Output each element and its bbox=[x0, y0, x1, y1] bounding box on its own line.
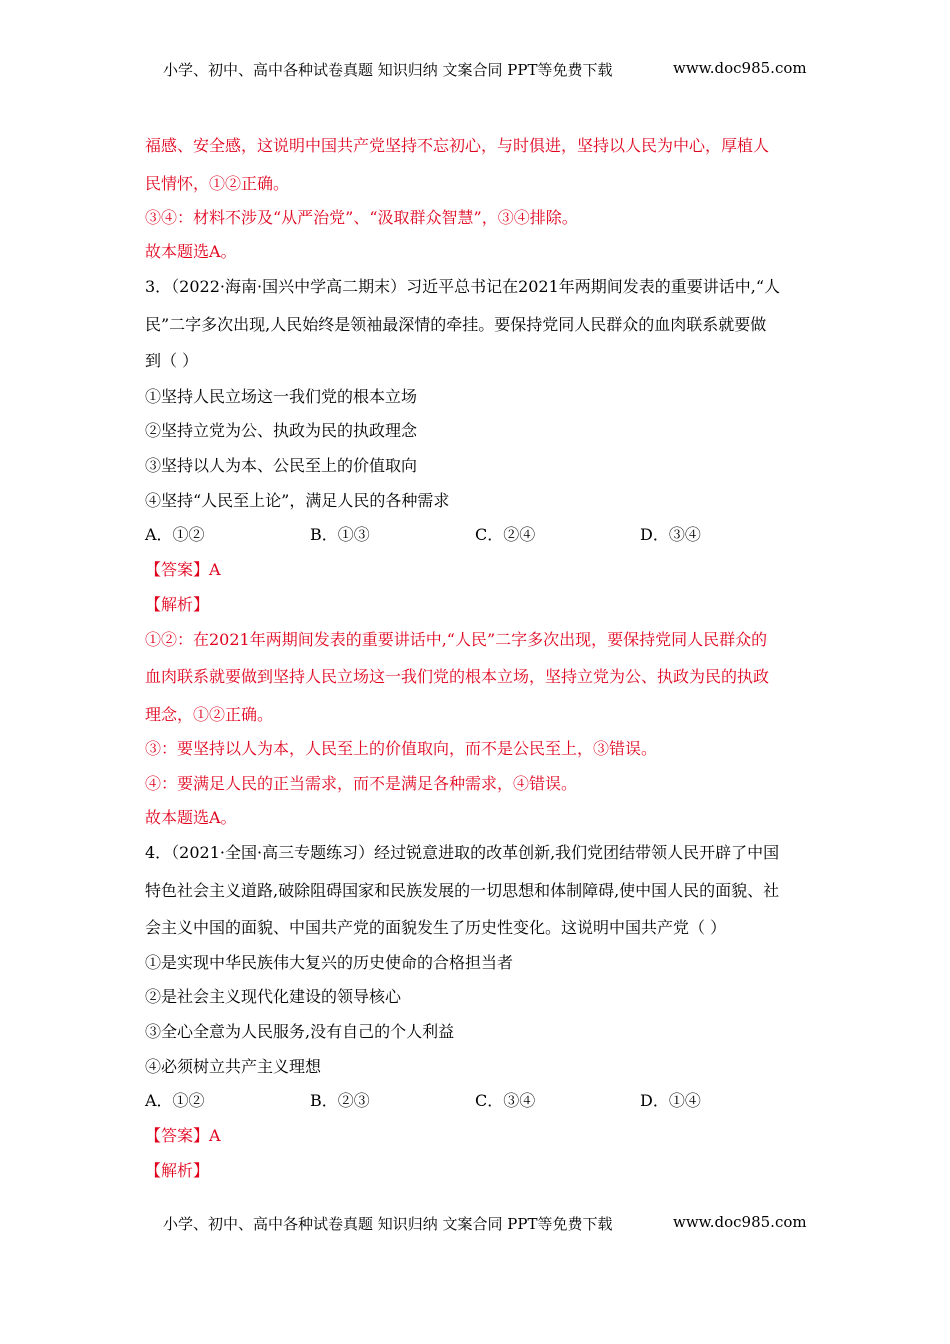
q3-stem-line: 3．（2022·海南·国兴中学高二期末）习近平总书记在2021年两期间发表的重要讲话中,“人 bbox=[145, 277, 781, 296]
prev-analysis-line: 福感、安全感，这说明中国共产党坚持不忘初心，与时俱进，坚持以人民为中心，厚植人 bbox=[145, 136, 770, 155]
q3-option-d: D．③④ bbox=[640, 525, 701, 544]
q3-analysis-line: 血肉联系就要做到坚持人民立场这一我们党的根本立场，坚持立党为公、执政为民的执政 bbox=[145, 667, 770, 686]
q3-stem-line: 民”二字多次出现,人民始终是领袖最深情的牵挂。要保持党同人民群众的血肉联系就要做 bbox=[145, 315, 767, 334]
q3-analysis-label: 【解析】 bbox=[145, 595, 210, 614]
q3-analysis-line: ①②：在2021年两期间发表的重要讲话中,“人民”二字多次出现，要保持党同人民群众的 bbox=[145, 630, 768, 649]
q4-stem-line: 4．（2021·全国·高三专题练习）经过锐意进取的改革创新,我们党团结带领人民开辟了中国 bbox=[145, 843, 780, 862]
q3-analysis-line: ③：要坚持以人为本，人民至上的价值取向，而不是公民至上，③错误。 bbox=[145, 739, 658, 758]
q4-item: ②是社会主义现代化建设的领导核心 bbox=[145, 987, 402, 1006]
answer-value: A bbox=[209, 1126, 221, 1145]
q3-item: ③坚持以人为本、公民至上的价值取向 bbox=[145, 456, 418, 475]
header-text: 小学、初中、高中各种试卷真题 知识归纳 文案合同 PPT等免费下载 bbox=[163, 61, 613, 79]
q3-option-b: B．①③ bbox=[310, 525, 370, 544]
q3-stem-line: 到（ ） bbox=[145, 351, 199, 370]
q4-item: ③全心全意为人民服务,没有自己的个人利益 bbox=[145, 1022, 455, 1041]
prev-analysis-line: 民情怀，①②正确。 bbox=[145, 174, 290, 193]
q3-option-a: A．①② bbox=[145, 525, 205, 544]
footer-text: 小学、初中、高中各种试卷真题 知识归纳 文案合同 PPT等免费下载 bbox=[163, 1215, 613, 1233]
q4-option-c: C．③④ bbox=[475, 1091, 536, 1110]
q4-stem-line: 特色社会主义道路,破除阻碍国家和民族发展的一切思想和体制障碍,使中国人民的面貌、社 bbox=[145, 881, 780, 900]
q3-item: ②坚持立党为公、执政为民的执政理念 bbox=[145, 421, 418, 440]
q3-conclusion: 故本题选A。 bbox=[145, 808, 237, 827]
q3-item: ①坚持人民立场这一我们党的根本立场 bbox=[145, 387, 418, 406]
q3-answer bbox=[145, 560, 221, 580]
q3-option-c: C．②④ bbox=[475, 525, 536, 544]
answer-label: 【答案】 bbox=[145, 560, 210, 579]
header-url[interactable]: www.doc985.com bbox=[673, 59, 807, 77]
answer-value: A bbox=[209, 560, 221, 579]
prev-conclusion: 故本题选A。 bbox=[145, 242, 237, 261]
q4-option-a: A．①② bbox=[145, 1091, 205, 1110]
q4-stem-line: 会主义中国的面貌、中国共产党的面貌发生了历史性变化。这说明中国共产党（ ） bbox=[145, 918, 727, 937]
answer-label: 【答案】 bbox=[145, 1126, 210, 1145]
q4-option-d: D．①④ bbox=[640, 1091, 701, 1110]
q3-analysis-line: ④：要满足人民的正当需求，而不是满足各种需求，④错误。 bbox=[145, 774, 578, 793]
page-footer bbox=[163, 1213, 807, 1234]
footer-url[interactable]: www.doc985.com bbox=[673, 1213, 807, 1231]
page-header bbox=[163, 59, 807, 80]
q3-item: ④坚持“人民至上论”，满足人民的各种需求 bbox=[145, 491, 450, 510]
q4-item: ①是实现中华民族伟大复兴的历史使命的合格担当者 bbox=[145, 953, 514, 972]
q3-analysis-line: 理念，①②正确。 bbox=[145, 705, 274, 724]
q4-option-b: B．②③ bbox=[310, 1091, 370, 1110]
q4-item: ④必须树立共产主义理想 bbox=[145, 1057, 322, 1076]
q4-analysis-label: 【解析】 bbox=[145, 1161, 210, 1180]
q4-answer bbox=[145, 1126, 221, 1146]
prev-analysis-line: ③④：材料不涉及“从严治党”、“汲取群众智慧”，③④排除。 bbox=[145, 208, 578, 227]
